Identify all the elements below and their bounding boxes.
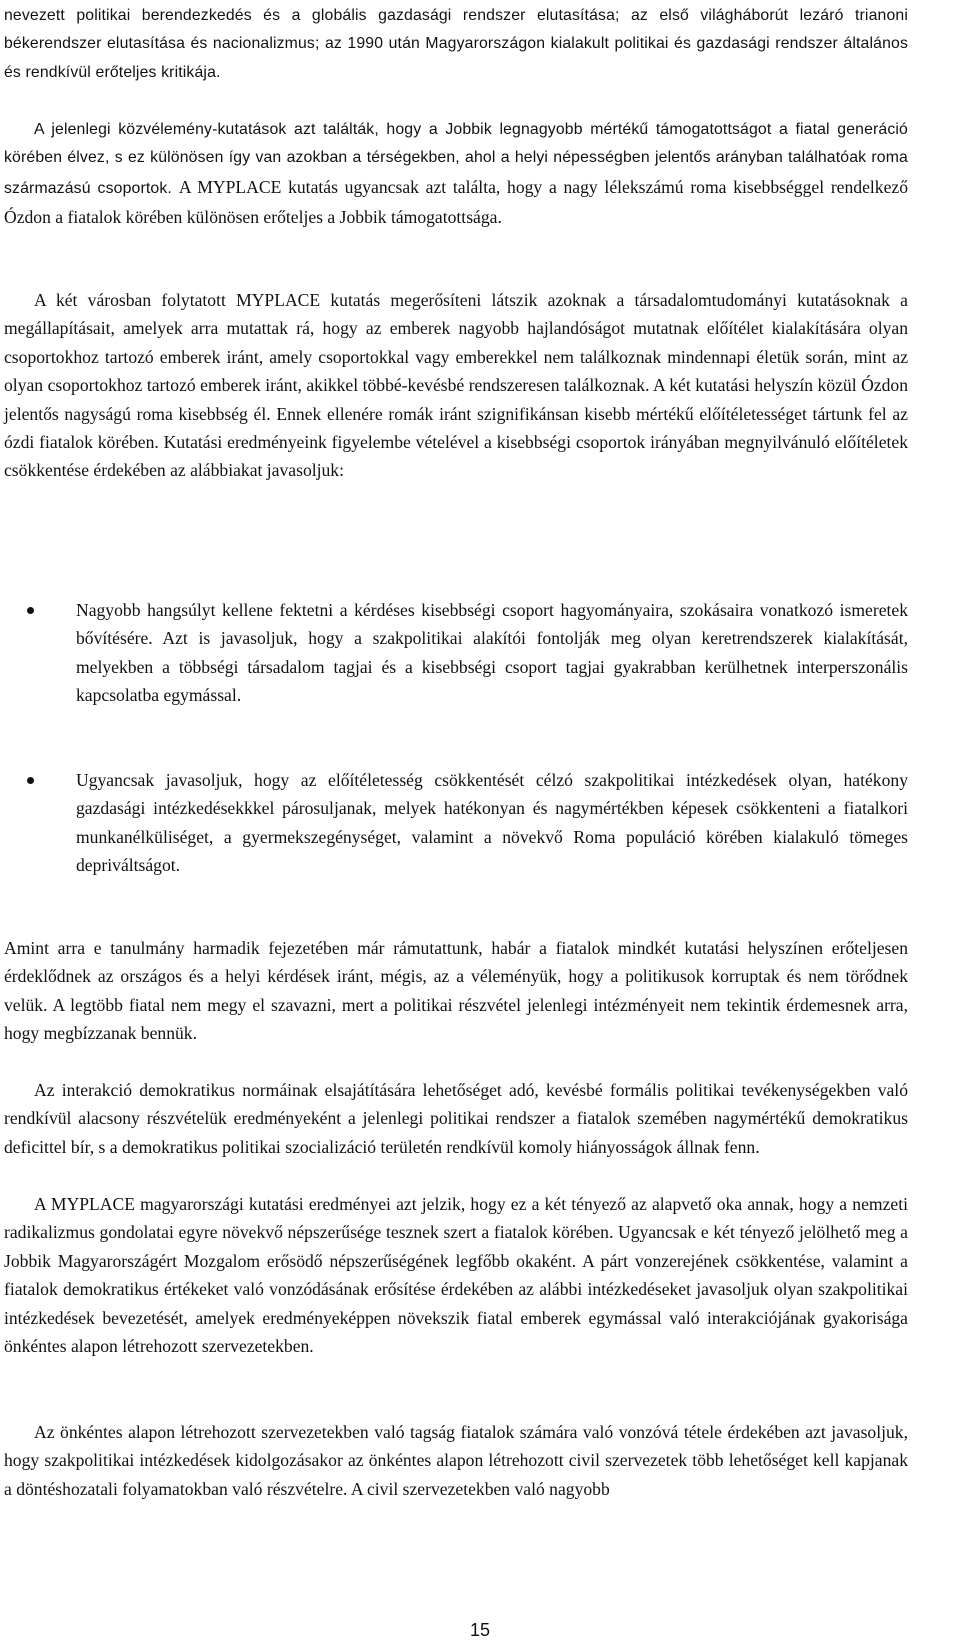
paragraph-7: Az önkéntes alapon létrehozott szervezetekben való tagság fiatalok számára való vonzóvá tétele érdekében azt javasoljuk, hogy szakpolitikai intézkedések kidolgozásakor az önkéntes alapon létrehozott civil szervezetek több lehetőséget kell kapjanak a döntéshozatali folyamatokban való részvételre. A civil szervezetekben való nagyobb [4, 1422, 908, 1499]
paragraph-7-block [4, 1418, 908, 1503]
paragraph-6: A MYPLACE magyarországi kutatási eredményei azt jelzik, hogy ez a két tényező az alapvető oka annak, hogy a nemzeti radikalizmus gondolatai egyre növekvő népszerűsége tesznek szert a fiatalok körében. Ugyancsak e két tényező jelölhető meg a Jobbik Magyarországért Mozgalom erősödő népszerűségének legfőbb okaként. A párt vonzerejének csökkentése, valamint a fiatalok demokratikus értékeket való vonzódásának erősítése érdekében az alábbi intézkedéseket javasoljuk olyan szakpolitikai intézkedések bevezetését, amelyek eredményeképpen növekszik fiatal emberek egymással való interakciójának gyakorisága önkéntes alapon létrehozott szervezetekben. [4, 1194, 908, 1357]
paragraph-5: Az interakció demokratikus normáinak elsajátítására lehetőséget adó, kevésbé formális politikai tevékenységekben való rendkívül alacsony részvételük eredményeként a jelenlegi politikai rendszer a fiatalok szemében nagymértékű demokratikus deficittel bír, s a demokratikus politikai szocializáció területén rendkívül komoly hiányosságok állnak fenn. [4, 1080, 908, 1157]
bullet-icon [27, 607, 34, 614]
bullet-list-block [4, 596, 908, 710]
bullet-list-block-2 [4, 766, 908, 880]
paragraph-4: Amint arra e tanulmány harmadik fejezetében már rámutattunk, habár a fiatalok mindkét kutatási helyszínen erőteljesen érdeklődnek az országos és a helyi kérdések iránt, mégis, az a véleményük, hogy a politikusok korruptak és nem törődnek velük. A legtöbb fiatal nem megy el szavazni, mert a politikai részvétel jelenlegi intézményeit nem tekintik érdemesnek arra, hogy megbízzanak bennük. [4, 938, 908, 1044]
list-item [4, 596, 908, 710]
list-item [4, 766, 908, 880]
list-item-text: Nagyobb hangsúlyt kellene fektetni a kérdéses kisebbségi csoport hagyományaira, szokásaira vonatkozó ismeretek bővítésére. Azt is javasoljuk, hogy a szakpolitikai alakítói fontolják meg olyan keretrendszerek kialakítását, melyekben a többségi társadalom tagjai és a kisebbségi csoport tagjai gyakrabban kerülhetnek interperszonális kapcsolatba egymással. [76, 600, 908, 706]
paragraph-2-part-2: A MYPLACE kutatás ugyancsak azt találta, hogy a nagy lélekszámú roma kisebbséggel rendelkező Ózdon a fiatalok körében különösen erőteljes a Jobbik támogatottsága. [4, 176, 908, 228]
paragraph-2-part-1: A jelenlegi közvélemény-kutatások azt találták, hogy a Jobbik legnagyobb mértékű támogatottságot a fiatal generáció körében élvez, s ez különösen így van azokban a térségekben, ahol a helyi népességben jelentős arányban találhatóak roma származású csoportok. [4, 121, 908, 197]
paragraph-4-block [4, 934, 908, 1048]
list-item-text: Ugyancsak javasoljuk, hogy az előítéletesség csökkentését célzó szakpolitikai intézkedések olyan, hatékony gazdasági intézkedésekkkel párosuljanak, melyek hatékonyan és nagymértékben képesek csökkenteni a fiatalkori munkanélküliséget, a gyermekszegénységet, valamint a növekvő Roma populáció körében kialakuló tömeges depriváltságot. [76, 770, 908, 876]
page-number: 15 [469, 1620, 491, 1640]
paragraph-2 [4, 116, 908, 234]
paragraph-3-block [4, 286, 908, 485]
bullet-icon [27, 777, 34, 784]
recommendation-list-2 [4, 766, 908, 880]
paragraph-1-block [4, 2, 908, 87]
paragraph-1: nevezett politikai berendezkedés és a globális gazdasági rendszer elutasítása; az első világháborút lezáró trianoni békerendszer elutasítása és nacionalizmus; az 1990 után Magyarországon kialakult politikai és gazdasági rendszer általános és rendkívül erőteljes kritikája. [4, 7, 908, 81]
recommendation-list [4, 596, 908, 710]
paragraph-5-block [4, 1076, 908, 1161]
paragraph-6-block [4, 1190, 908, 1360]
paragraph-2-block [4, 116, 908, 234]
paragraph-3: A két városban folytatott MYPLACE kutatás megerősíteni látszik azoknak a társadalomtudományi kutatásoknak a megállapításait, amelyek arra mutattak rá, hogy az emberek nagyobb hajlandóságot mutatnak előítélet kialakítására olyan csoportokhoz tartozó emberek iránt, amely csoportokkal vagy emberekkel nem találkoznak mindennapi életük során, mint az olyan csoportokhoz tartozó emberek iránt, akikkel többé-kevésbé rendszeresen találkoznak. A két kutatási helyszín közül Ózdon jelentős nagyságú roma kisebbség él. Ennek ellenére romák iránt szignifikánsan kisebb mértékű előítéletességet tártunk fel az ózdi fiatalok körében. Kutatási eredményeink figyelembe vételével a kisebbségi csoportok irányában megnyilvánuló előítéletek csökkentése érdekében az alábbiakat javasoljuk: [4, 290, 908, 481]
